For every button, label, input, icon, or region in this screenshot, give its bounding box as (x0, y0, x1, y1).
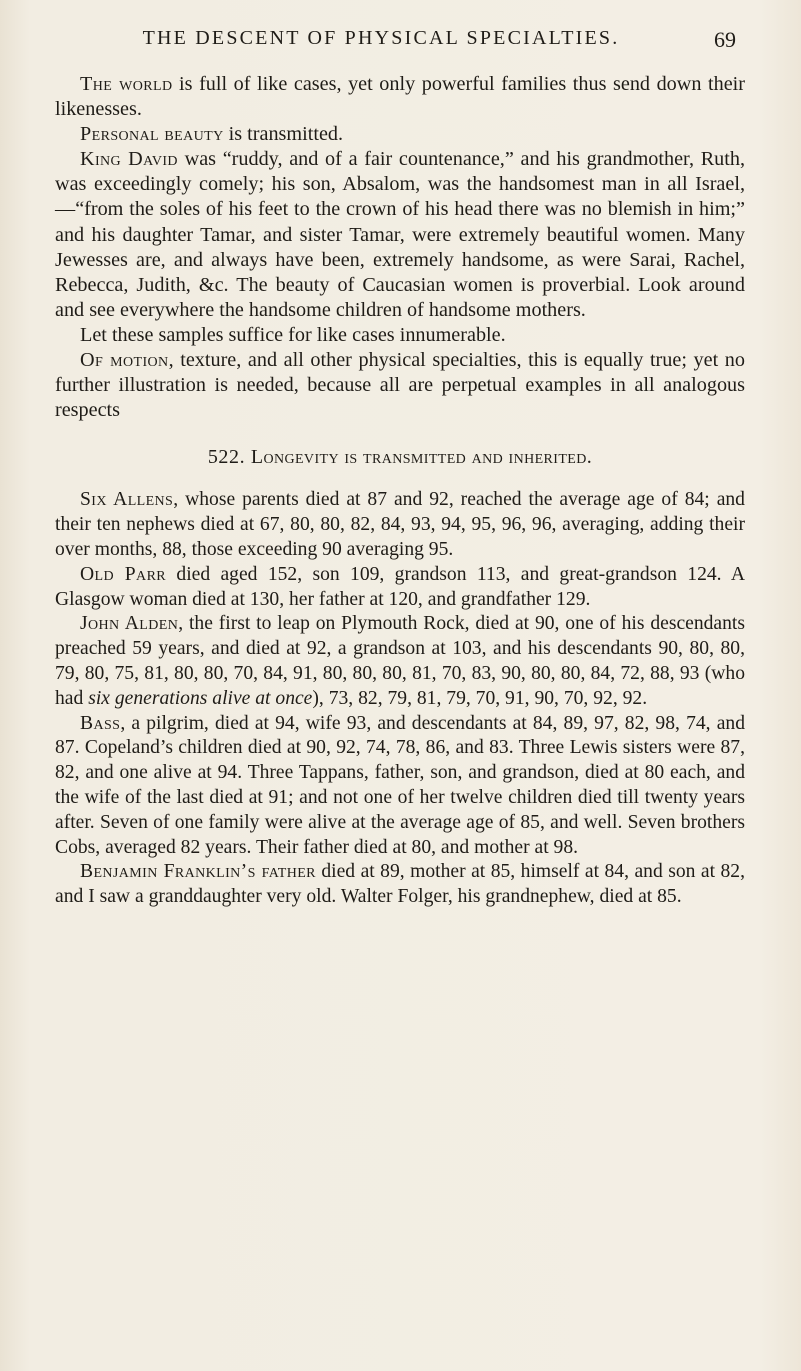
section-heading (55, 445, 745, 470)
paragraph (55, 488, 745, 562)
section-title: Longevity is transmitted and inherited. (250, 446, 593, 469)
paragraph (55, 72, 745, 122)
paragraph-text: ), 73, 82, 79, 81, 79, 70, 91, 90, 70, 92, 92. (312, 687, 648, 709)
paragraph (55, 563, 745, 613)
paragraph-text: died at 89, mother at 85, himself at 84, and son at 82, and I saw a granddaughter very old. Walter Folger, his grandnephew, died at 85. (55, 861, 745, 908)
paragraph (55, 860, 745, 910)
paragraph-text: , whose parents died at 87 and 92, reached the average age of 84; and their ten nephews died at 67, 80, 80, 82, 84, 93, 94, 95, 96, 96, averaging, adding their over months, 88, those exceeding 90 averaging 95. (55, 489, 745, 560)
lead-words: Old Parr (80, 563, 167, 585)
paragraph-text: is transmitted. (223, 123, 344, 146)
lead-words: Six Allens (80, 489, 174, 511)
lead-words: King David (80, 148, 178, 171)
paragraph (55, 612, 745, 711)
paragraph-text: is full of like cases, yet only powerful families thus send down their likenesses. (55, 73, 745, 121)
lead-words: Of motion (80, 349, 169, 372)
paragraph-text: died aged 152, son 109, grandson 113, and great-grandson 124. A Glasgow woman died at 130, her father at 120, and grandfather 129. (55, 563, 745, 610)
page-number: 69 (714, 27, 736, 52)
paragraph (55, 122, 745, 147)
section-number: 522. (207, 446, 246, 469)
running-head: THE DESCENT OF PHYSICAL SPECIALTIES. (142, 27, 620, 49)
lead-words: Personal beauty (80, 123, 224, 146)
paragraph (55, 712, 745, 861)
italic-phrase: six generations alive at once (88, 687, 313, 709)
paragraph (55, 348, 745, 423)
lead-words: John Alden (80, 613, 179, 635)
page-body (55, 72, 745, 910)
lead-words: The world (80, 73, 173, 95)
page-header (96, 27, 736, 57)
lead-words: Bass (80, 712, 121, 734)
paragraph (55, 323, 745, 348)
paragraph-text: , a pilgrim, died at 94, wife 93, and descendants at 84, 89, 97, 82, 98, 74, and 87. Copeland’s children died at 90, 92, 74, 78, 86, and 83. Three Lewis sisters were 87, 82, and one alive at 94. Three Tappans, father, son, and grandson, died at 80 each, and the wife of the last died at 91; and not one of her twelve children died till twenty years after. Seven of one family were alive at the average age of 85, and well. Seven brothers Cobs, averaged 82 years. Their father died at 80, and mother at 98. (55, 712, 745, 858)
paragraph-text: was “ruddy, and of a fair countenance,” and his grandmother, Ruth, was exceedingly comely; his son, Absalom, was the handsomest man in all Israel,—“from the soles of his feet to the crown of his head there was no blemish in him;” and his daughter Tamar, and sister Tamar, were extremely beautiful women. Many Jewesses are, and always have been, extremely handsome, as were Sarai, Rachel, Rebecca, Judith, &c. The beauty of Caucasian women is proverbial. Look around and see everywhere the handsome children of handsome mothers. (55, 148, 745, 321)
paragraph (55, 147, 745, 323)
longevity-section (55, 488, 745, 910)
paragraph-text: , the first to leap on Plymouth Rock, died at 90, one of his descendants preached 59 years, and died at 92, a grandson at 103, and his descendants 90, 80, 80, 79, 80, 75, 81, 80, 80, 70, 84, 91, 80, 80, 80, 81, 70, 83, 90, 80, 80, 84, 72, 88, 93 (who had (55, 613, 745, 709)
lead-words: Benjamin Franklin’s father (80, 861, 316, 883)
paragraph-text: Let these samples suffice for like cases innumerable. (80, 323, 506, 346)
paragraph-text: , texture, and all other physical specialties, this is equally true; yet no further illustration is needed, because all are perpetual examples in all analogous respects (55, 349, 745, 422)
